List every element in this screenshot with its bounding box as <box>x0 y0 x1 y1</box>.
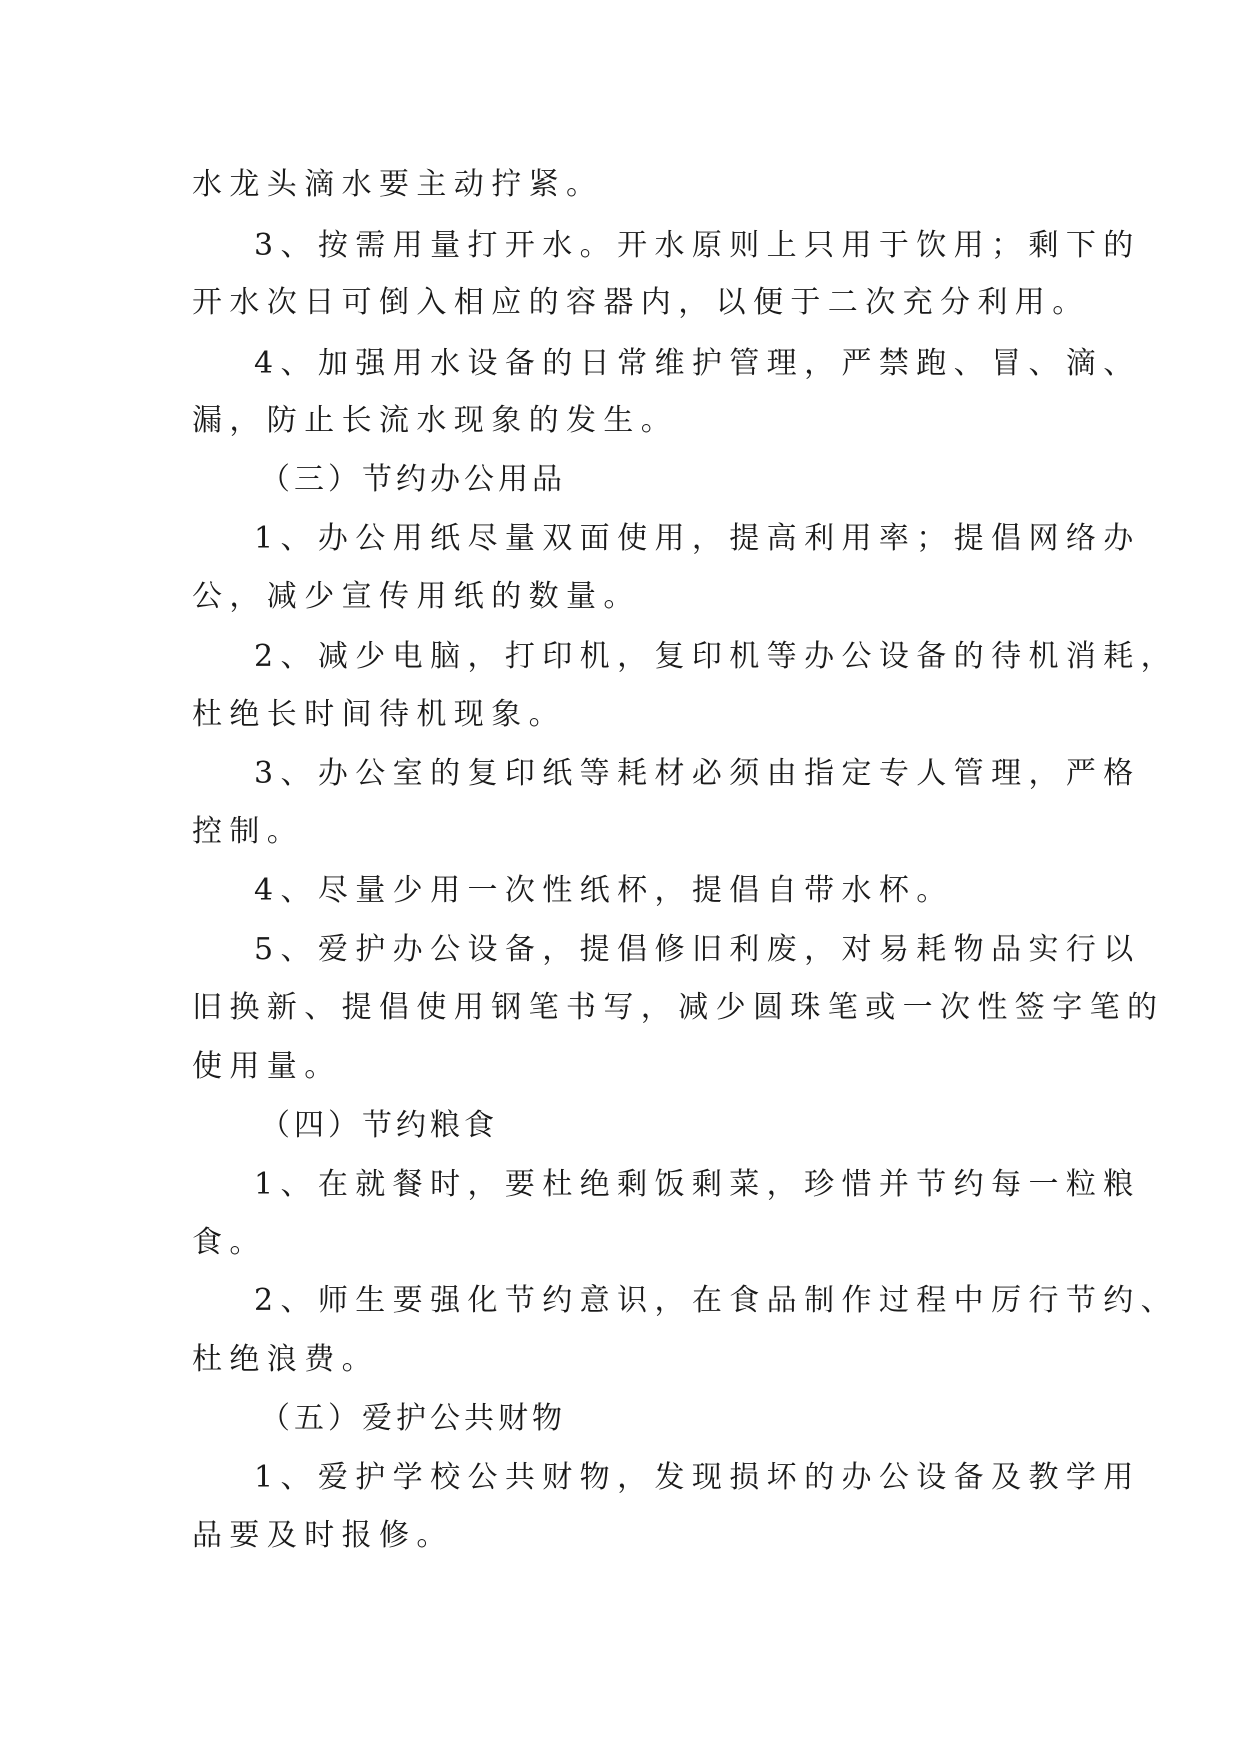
text-line: 1、在就餐时，要杜绝剩饭剩菜，珍惜并节约每一粒粮 <box>254 1167 1141 1202</box>
text-line: 漏，防止长流水现象的发生。 <box>192 403 679 438</box>
section-heading: （三）节约办公用品 <box>260 462 566 497</box>
text-line: 5、爱护办公设备，提倡修旧利废，对易耗物品实行以 <box>254 932 1141 967</box>
text-line: 公，减少宣传用纸的数量。 <box>192 579 641 614</box>
text-line: 4、尽量少用一次性纸杯，提倡自带水杯。 <box>254 873 954 908</box>
text-line: 水龙头滴水要主动拧紧。 <box>192 167 604 202</box>
text-line: 开水次日可倒入相应的容器内，以便于二次充分利用。 <box>192 285 1090 320</box>
text-line: 杜绝长时间待机现象。 <box>192 697 566 732</box>
text-line: 2、减少电脑，打印机，复印机等办公设备的待机消耗， <box>254 639 1179 674</box>
text-line: 控制。 <box>192 814 305 849</box>
section-heading: （四）节约粮食 <box>260 1108 498 1143</box>
text-line: 1、办公用纸尽量双面使用，提高利用率；提倡网络办 <box>254 521 1141 556</box>
text-line: 3、办公室的复印纸等耗材必须由指定专人管理，严格 <box>254 756 1141 791</box>
text-line: 1、爱护学校公共财物，发现损坏的办公设备及教学用 <box>254 1460 1141 1495</box>
text-line: 4、加强用水设备的日常维护管理，严禁跑、冒、滴、 <box>254 346 1141 381</box>
text-line: 品要及时报修。 <box>192 1518 454 1553</box>
text-line: 使用量。 <box>192 1049 342 1084</box>
text-line: 杜绝浪费。 <box>192 1342 379 1377</box>
section-heading: （五）爱护公共财物 <box>260 1401 566 1436</box>
text-line: 3、按需用量打开水。开水原则上只用于饮用；剩下的 <box>254 228 1141 263</box>
text-line: 食。 <box>192 1225 267 1260</box>
text-line: 旧换新、提倡使用钢笔书写，减少圆珠笔或一次性签字笔的 <box>192 990 1165 1025</box>
text-line: 2、师生要强化节约意识，在食品制作过程中厉行节约、 <box>254 1283 1179 1318</box>
